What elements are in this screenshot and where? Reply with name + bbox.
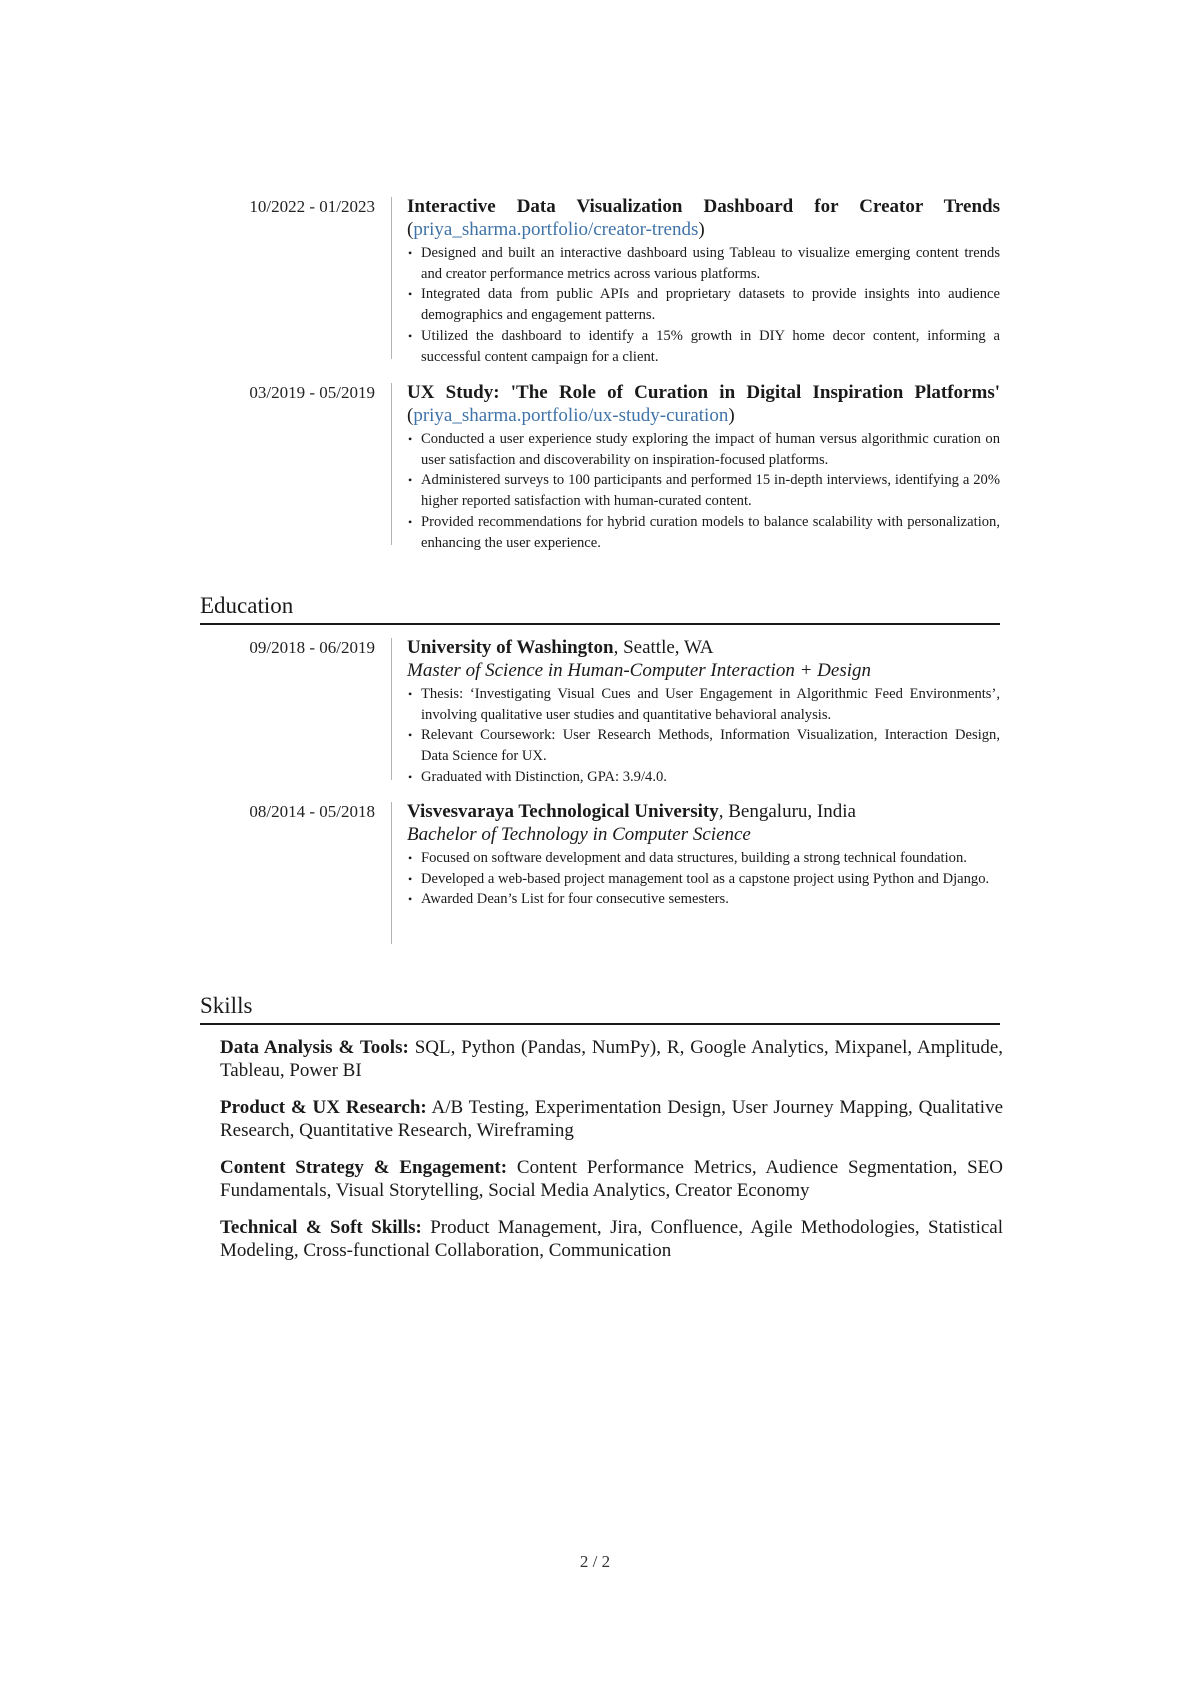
bullet-item: • Administered surveys to 100 participants and performed 15 in-depth interviews, identifying a 20% higher reported satisfaction with human-curated content. [407, 470, 1000, 511]
section-heading: Education [200, 593, 294, 618]
skill-label: Product & UX Research: [220, 1097, 427, 1118]
institution-name: Visvesvaraya Technological University [407, 801, 719, 822]
skill-value: SQL, Python (Pandas, NumPy), R, Google Analytics, Mixpanel, Amplitude, Tableau, Power BI [220, 1037, 1003, 1081]
institution-name: University of Washington [407, 637, 614, 658]
bullet-item: • Thesis: ‘Investigating Visual Cues and User Engagement in Algorithmic Feed Environments’, involving qualitative user studies and quantitative behavioral analysis. [407, 684, 1000, 725]
skill-item [220, 1096, 1003, 1142]
project-title: Interactive Data Visualization Dashboard for Creator Trends [407, 196, 1000, 217]
entry-date: 03/2019 - 05/2019 [249, 383, 375, 402]
degree: Bachelor of Technology in Computer Science [407, 824, 751, 845]
bullet-item: • Designed and built an interactive dashboard using Tableau to visualize emerging content trends and creator performance metrics across various platforms. [407, 243, 1000, 284]
institution-line [407, 636, 1000, 659]
entry-divider [391, 638, 392, 780]
section-rule [200, 623, 1000, 625]
section-rule [200, 1023, 1000, 1025]
project-title-line: UX Study: 'The Role of Curation in Digital Inspiration Platforms' (priya_sharma.portfolio/ux-study-curation) [407, 382, 1000, 426]
bullet-item: • Developed a web-based project management tool as a capstone project using Python and Django. [407, 869, 1000, 890]
entry-divider [391, 197, 392, 359]
bullet-list [407, 243, 1000, 367]
project-title-line: Interactive Data Visualization Dashboard for Creator Trends (priya_sharma.portfolio/creator-trends) [407, 196, 1000, 240]
entry-body [407, 381, 1000, 553]
bullet-list [407, 848, 1000, 910]
page-number: 2 / 2 [579, 1552, 611, 1571]
bullet-item: • Provided recommendations for hybrid curation models to balance scalability with personalization, enhancing the user experience. [407, 512, 1000, 553]
bullet-list [407, 684, 1000, 788]
bullet-item: • Graduated with Distinction, GPA: 3.9/4.0. [407, 767, 1000, 788]
skill-label: Data Analysis & Tools: [220, 1037, 409, 1058]
skill-item [220, 1156, 1003, 1202]
project-title: UX Study: 'The Role of Curation in Digital Inspiration Platforms' [407, 382, 1000, 403]
institution-location: , Seattle, WA [613, 637, 714, 658]
skills-list [220, 1036, 1003, 1276]
degree: Master of Science in Human-Computer Interaction + Design [407, 660, 871, 681]
skill-item [220, 1216, 1003, 1262]
skill-value: Content Performance Metrics, Audience Segmentation, SEO Fundamentals, Visual Storytelling, Social Media Analytics, Creator Economy [220, 1157, 1003, 1201]
institution-location: , Bengaluru, India [718, 801, 856, 822]
project-link[interactable]: priya_sharma.portfolio/creator-trends [413, 219, 699, 240]
bullet-item: • Conducted a user experience study exploring the impact of human versus algorithmic curation on user satisfaction and discoverability on inspiration-focused platforms. [407, 429, 1000, 470]
entry-date: 09/2018 - 06/2019 [249, 638, 375, 657]
entry-date: 10/2022 - 01/2023 [249, 197, 375, 216]
bullet-item: • Awarded Dean’s List for four consecutive semesters. [407, 889, 1000, 910]
entry-date: 08/2014 - 05/2018 [249, 802, 375, 821]
bullet-item: • Focused on software development and data structures, building a strong technical foundation. [407, 848, 1000, 869]
entry-body [407, 800, 1000, 910]
skill-label: Content Strategy & Engagement: [220, 1157, 508, 1178]
bullet-item: • Utilized the dashboard to identify a 15% growth in DIY home decor content, informing a successful content campaign for a client. [407, 326, 1000, 367]
skill-value: Product Management, Jira, Confluence, Agile Methodologies, Statistical Modeling, Cross-functional Collaboration, Communication [220, 1217, 1003, 1261]
education-section-header [200, 592, 1000, 625]
bullet-item: • Integrated data from public APIs and proprietary datasets to provide insights into audience demographics and engagement patterns. [407, 284, 1000, 325]
skill-value: A/B Testing, Experimentation Design, User Journey Mapping, Qualitative Research, Quantitative Research, Wireframing [220, 1097, 1004, 1141]
section-heading: Skills [200, 993, 253, 1018]
bullet-item: • Relevant Coursework: User Research Methods, Information Visualization, Interaction Design, Data Science for UX. [407, 725, 1000, 766]
institution-line [407, 800, 1000, 823]
entry-body [407, 195, 1000, 367]
bullet-list [407, 429, 1000, 553]
entry-divider [391, 383, 392, 545]
entry-body [407, 636, 1000, 788]
skills-section-header [200, 992, 1000, 1025]
skill-label: Technical & Soft Skills: [220, 1217, 422, 1238]
entry-divider [391, 802, 392, 944]
skill-item [220, 1036, 1003, 1082]
project-link[interactable]: priya_sharma.portfolio/ux-study-curation [413, 405, 729, 426]
